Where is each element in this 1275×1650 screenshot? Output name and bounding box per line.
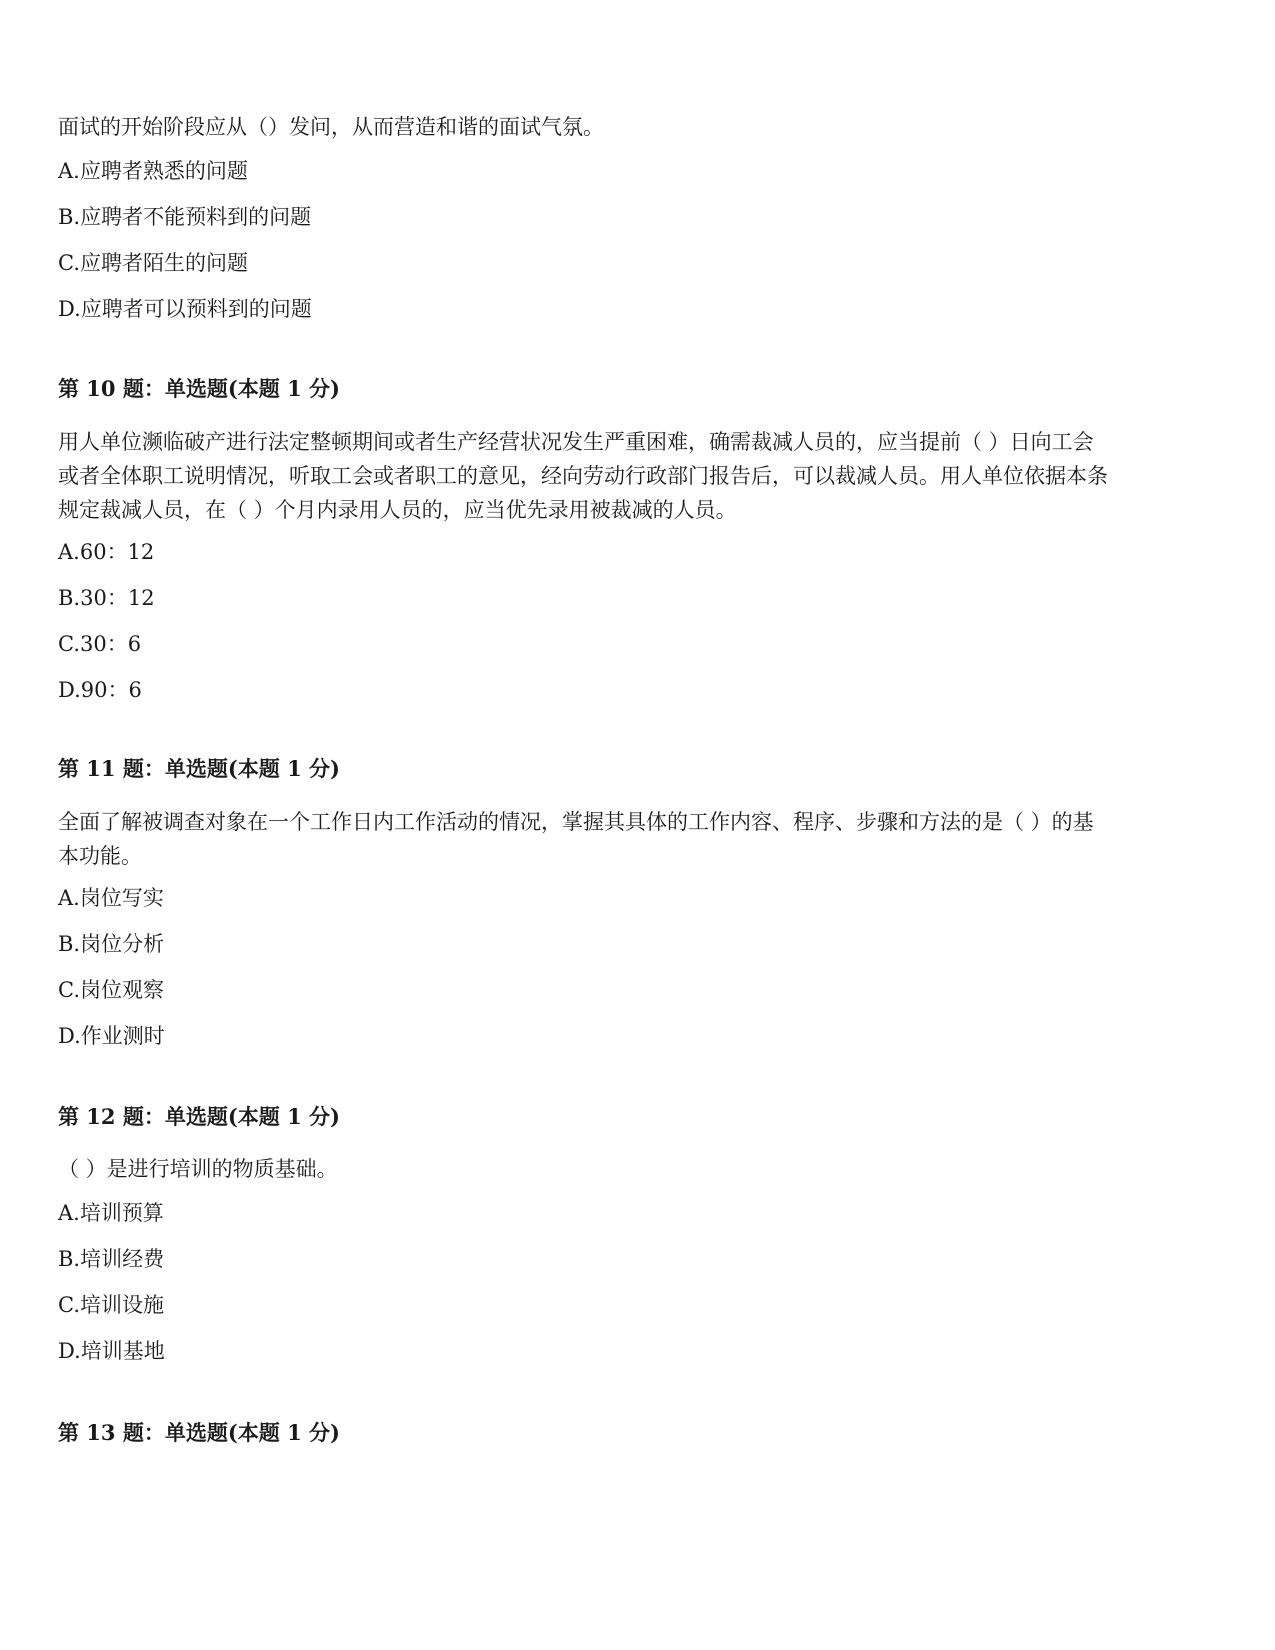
question-stem-line: 规定裁减人员，在（ ）个月内录用人员的，应当优先录用被裁减的人员。: [58, 498, 737, 522]
question-11: [58, 805, 1218, 1067]
option-b: B.岗位分析: [58, 932, 165, 956]
option-d: D.作业测时: [58, 1024, 165, 1048]
question-10-heading: 第 10 题：单选题(本题 1 分): [58, 376, 340, 401]
option-a: A.培训预算: [58, 1201, 164, 1225]
option-d: D.90：6: [58, 678, 142, 702]
question-stem: （ ）是进行培训的物质基础。: [58, 1157, 338, 1181]
option-b: B.培训经费: [58, 1247, 165, 1271]
question-11-heading: 第 11 题：单选题(本题 1 分): [58, 756, 340, 781]
option-a: A.岗位写实: [58, 886, 164, 910]
option-c: C.30：6: [58, 632, 142, 656]
option-a: A.60：12: [58, 540, 155, 564]
question-12: [58, 1152, 1218, 1382]
option-b: B.应聘者不能预料到的问题: [58, 205, 312, 229]
question-9: [58, 110, 1218, 340]
question-stem-line: 用人单位濒临破产进行法定整顿期间或者生产经营状况发生严重困难，确需裁减人员的，应当提前（ ）日向工会: [58, 430, 1094, 454]
option-c: C.应聘者陌生的问题: [58, 251, 248, 275]
option-b: B.30：12: [58, 586, 155, 610]
option-a: A.应聘者熟悉的问题: [58, 159, 248, 183]
question-stem: 面试的开始阶段应从（）发问，从而营造和谐的面试气氛。: [58, 115, 604, 139]
question-12-heading: 第 12 题：单选题(本题 1 分): [58, 1104, 340, 1129]
question-stem-line: 全面了解被调查对象在一个工作日内工作活动的情况，掌握其具体的工作内容、程序、步骤和方法的是（ ）的基: [58, 810, 1094, 834]
option-d: D.应聘者可以预料到的问题: [58, 297, 312, 321]
question-10: [58, 425, 1218, 721]
option-d: D.培训基地: [58, 1339, 165, 1363]
option-c: C.岗位观察: [58, 978, 164, 1002]
question-stem-line: 本功能。: [58, 844, 142, 868]
question-stem-line: 或者全体职工说明情况，听取工会或者职工的意见，经向劳动行政部门报告后，可以裁减人员。用人单位依据本条: [58, 464, 1108, 488]
option-c: C.培训设施: [58, 1293, 164, 1317]
question-13-heading: 第 13 题：单选题(本题 1 分): [58, 1420, 340, 1445]
